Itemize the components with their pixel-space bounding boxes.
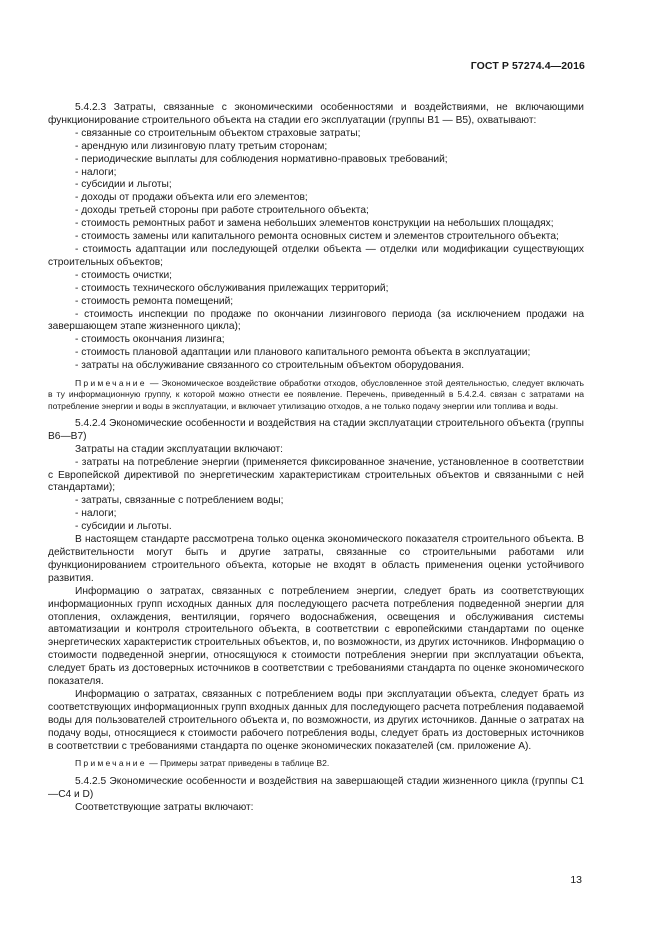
list-item: - стоимость технического обслуживания прилежащих территорий;: [75, 282, 389, 294]
list-item: - стоимость плановой адаптации или планового капитального ремонта объекта в эксплуатации;: [75, 347, 531, 359]
list-item: - стоимость ремонта помещений;: [75, 295, 234, 307]
list-item: - субсидии и льготы.: [75, 521, 172, 533]
section-5-4-2-3-list: [48, 128, 584, 373]
list-item: - налоги;: [75, 166, 117, 178]
paragraph-scope: В настоящем стандарте рассмотрена только оценка экономического показателя строительного объекта. В действительности могут быть и другие затраты, связанные со строительными работами или функционированием строительного объекта, которые не входят в область применения оценки устойчивого развития.: [48, 534, 584, 584]
list-item: - стоимость адаптации или последующей отделки объекта — отделки или модификации существующих строительных объектов;: [48, 243, 584, 268]
list-item: - налоги;: [75, 508, 117, 520]
section-5-4-2-5-intro: 5.4.2.5 Экономические особенности и воздействия на завершающей стадии жизненного цикла (группы C1—C4 и D): [48, 775, 584, 800]
list-item: - доходы третьей стороны при работе строительного объекта;: [75, 205, 369, 217]
list-item: - субсидии и льготы;: [75, 179, 172, 191]
list-item: - стоимость замены или капитального ремонта основных систем и элементов строительного объекта;: [75, 231, 559, 243]
list-item: - затраты, связанные с потреблением воды;: [75, 495, 284, 507]
note-label: Примечание: [75, 378, 147, 389]
list-item: - затраты на обслуживание связанного со строительным объектом оборудования.: [75, 360, 465, 372]
list-item: - доходы от продажи объекта или его элементов;: [75, 192, 308, 204]
paragraph-energy: Информацию о затратах, связанных с потреблением энергии, следует брать из соответствующих информационных групп исходных данных для последующего расчета потребления подведенной энергии для отопления, охлаждения, вентиляции, горячего водоснабжения, освещения и обслуживания системы автоматизации и контроля строительного объекта, в соответствии с европейскими стандартами по оценке энергетических характеристик строительных объектов, и, по возможности, из других источников. Информацию о стоимости подведенной энергии, относящуюся к стоимости потребления энергии при эксплуатации объекта, следует брать из достоверных источников в соответствии с требованиями стандарта по оценке экономического показателя.: [48, 585, 584, 688]
list-item: - связанные со строительным объектом страховые затраты;: [75, 127, 361, 139]
document-header: ГОСТ Р 57274.4—2016: [470, 60, 585, 72]
paragraph-water: Информацию о затратах, связанных с потреблением воды при эксплуатации объекта, следует брать из соответствующих информационных групп входных данных для последующего расчета потребления подаваемой воды для пользователей строительного объекта и, по возможности, из других источников. Данные о затратах на подачу воды, относящиеся к стоимости рабочего потребления воды, следует брать из достоверных источников в соответствии с требованиями стандарта по оценке экономических показателей (см. приложение А).: [48, 688, 584, 752]
list-item: - стоимость окончания лизинга;: [75, 334, 225, 346]
section-5-4-2-5-lead: Соответствующие затраты включают:: [75, 801, 254, 813]
list-item: - стоимость очистки;: [75, 269, 172, 281]
note-5-4-2-4: [48, 758, 584, 769]
page-number: 13: [570, 874, 582, 886]
list-item: - стоимость ремонтных работ и замена небольших элементов конструкции на небольших площадях;: [75, 218, 554, 230]
note-5-4-2-3: [48, 378, 584, 412]
section-5-4-2-4-intro: 5.4.2.4 Экономические особенности и воздействия на стадии эксплуатации строительного объекта (группы B6—B7): [48, 417, 584, 442]
note-text: — Примеры затрат приведены в таблице B2.: [146, 758, 330, 769]
list-item: - затраты на потребление энергии (применяется фиксированное значение, установленное в соответствии с Европейской директивой по энергетическим характеристикам строительных объектов и связанными с ней стандартами);: [48, 456, 584, 494]
section-5-4-2-3-intro: 5.4.2.3 Затраты, связанные с экономическими особенностями и воздействиями, не включающими функционирование строительного объекта на стадии его эксплуатации (группы B1 — B5), охватывают:: [48, 102, 584, 126]
list-item: - стоимость инспекции по продаже по окончании лизингового периода (за исключением продажи на завершающем этапе жизненного цикла);: [48, 308, 584, 333]
note-label: Примечание: [75, 758, 147, 769]
section-5-4-2-4-list: [48, 457, 584, 534]
list-item: - периодические выплаты для соблюдения нормативно-правовых требований;: [75, 153, 448, 165]
note-text: — Экономическое воздействие обработки отходов, обусловленное этой деятельностью, следует включать в ту информационную группу, к которой можно отнести ее появление. Перечень, приведенный в 5.4.2.4. связан с затратами на потребление энергии и воды в эксплуатации, и включает утилизацию отходов, а не только подачу энергии или топлива и воды.: [48, 378, 584, 411]
section-5-4-2-4-lead: Затраты на стадии эксплуатации включают:: [75, 443, 284, 455]
document-body: [48, 102, 584, 815]
list-item: - арендную или лизинговую плату третьим сторонам;: [75, 140, 328, 152]
